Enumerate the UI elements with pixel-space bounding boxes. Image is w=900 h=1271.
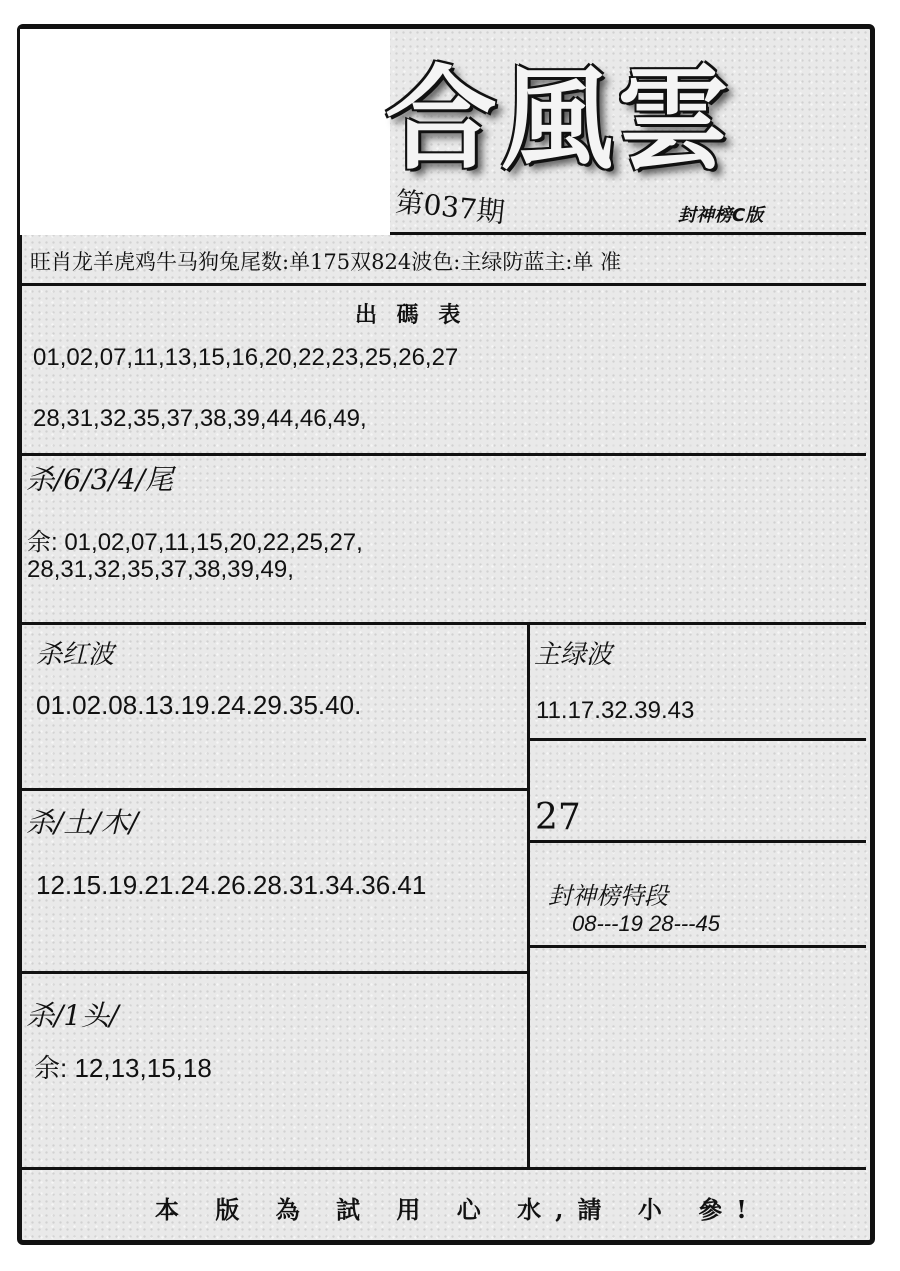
main-green-title: 主绿波 (534, 640, 613, 670)
divider-left-1 (20, 788, 529, 791)
page-title: 合風雲 (385, 54, 733, 185)
code-table-heading: 出 碼 表 (355, 302, 467, 328)
kill-red-numbers: 01.02.08.13.19.24.29.35.40. (36, 690, 362, 720)
divider-right-3 (529, 945, 866, 948)
kill-tail-title: 杀/6/3/4/尾 (26, 463, 174, 496)
divider-right-1 (529, 738, 866, 741)
main-green-numbers: 11.17.32.39.43 (536, 697, 695, 724)
code-table-line-2: 28,31,32,35,37,38,39,44,46,49, (33, 405, 367, 432)
info-line: 旺肖龙羊虎鸡牛马狗兔尾数:单175双824波色:主绿防蓝主:单 准 (30, 250, 622, 274)
issue-number: 第037期 (394, 184, 507, 230)
kill-red-title: 杀红波 (36, 640, 115, 670)
special-range-values: 08---19 28---45 (572, 911, 720, 936)
kill-tail-line-2: 28,31,32,35,37,38,39,49, (27, 556, 294, 583)
divider-columns (527, 622, 530, 1168)
kill-element-numbers: 12.15.19.21.24.26.28.31.34.36.41 (36, 870, 427, 900)
special-range-title: 封神榜特段 (548, 882, 668, 910)
divider-left-2 (20, 971, 529, 974)
logo-placeholder (20, 29, 390, 235)
divider-footer (20, 1167, 866, 1170)
single-number: 27 (535, 797, 581, 838)
kill-tail-line-1: 余: 01,02,07,11,15,20,22,25,27, (27, 529, 363, 556)
code-table-line-1: 01,02,07,11,13,15,16,20,22,23,25,26,27 (33, 344, 459, 371)
kill-head-title: 杀/1头/ (26, 999, 119, 1032)
divider-kill-tail (20, 622, 866, 625)
footer-note: 本 版 為 試 用 心 水,請 小 參! (155, 1195, 761, 1224)
divider-code-table (20, 453, 866, 456)
divider-right-2 (529, 840, 866, 843)
edition-label: 封神榜C版 (678, 205, 764, 226)
kill-element-title: 杀/土/木/ (26, 806, 139, 839)
kill-head-numbers: 余: 12,13,15,18 (34, 1053, 212, 1083)
divider-info (20, 283, 866, 286)
